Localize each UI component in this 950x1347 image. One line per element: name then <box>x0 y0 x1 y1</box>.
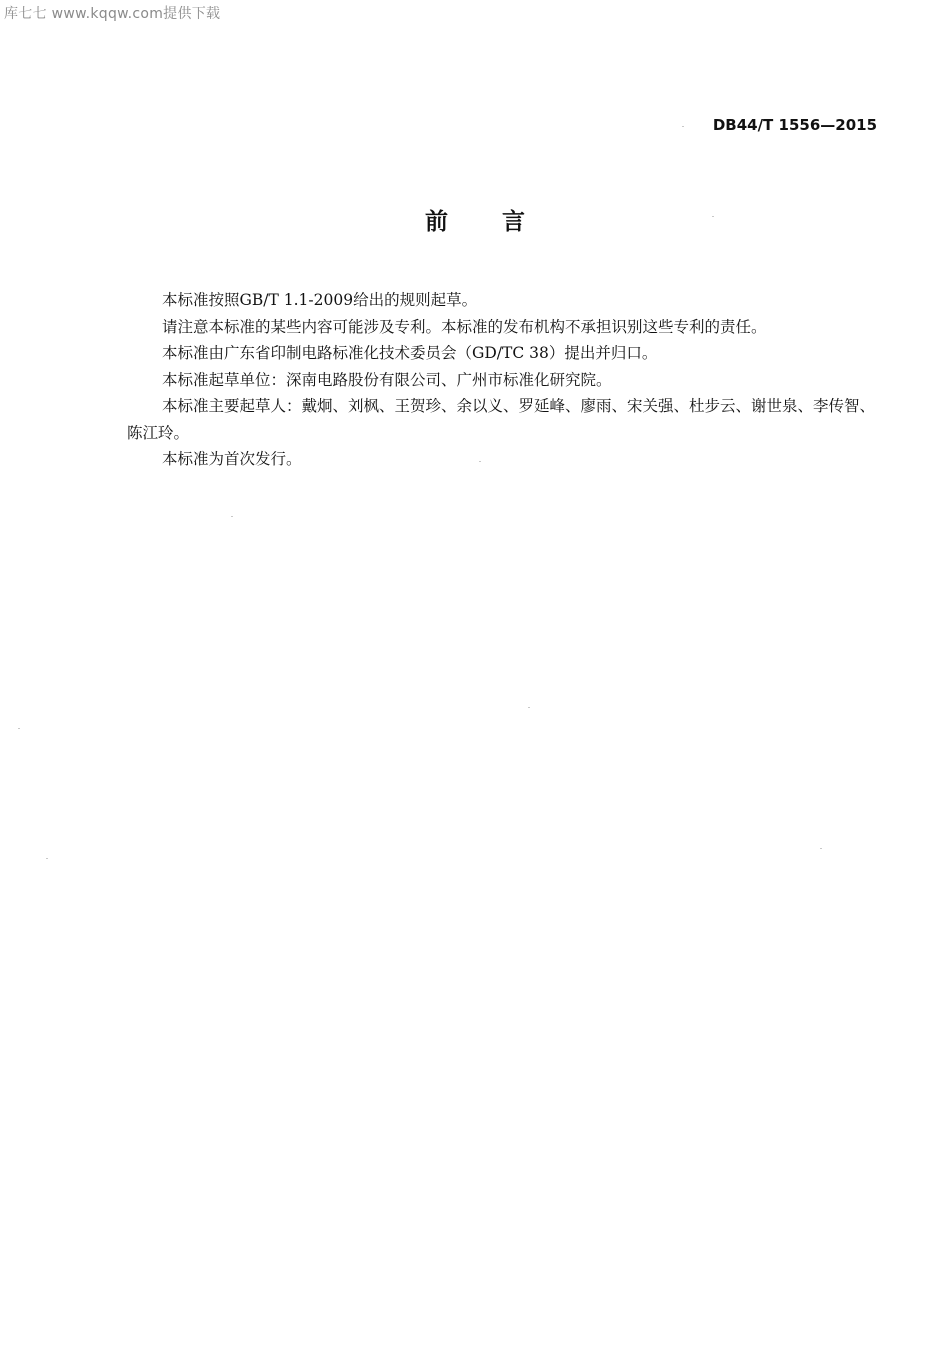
watermark-text: 库七七 www.kqqw.com提供下载 <box>4 6 221 22</box>
preface-paragraph: 本标准由广东省印制电路标准化技术委员会（GD/TC 38）提出并归口。 <box>162 344 658 362</box>
preface-paragraph: 本标准按照GB/T 1.1-2009给出的规则起草。 <box>162 291 478 309</box>
scan-speck <box>712 216 714 217</box>
scan-speck <box>479 461 481 462</box>
standard-code: DB44/T 1556—2015 <box>712 116 877 134</box>
preface-paragraph: 本标准起草单位：深南电路股份有限公司、广州市标准化研究院。 <box>162 370 612 389</box>
preface-body <box>127 287 877 473</box>
preface-paragraph: 本标准为首次发行。 <box>162 450 302 468</box>
page-title: 前言 <box>425 209 579 235</box>
scan-speck <box>231 516 233 517</box>
scan-speck <box>820 848 822 849</box>
preface-paragraph: 请注意本标准的某些内容可能涉及专利。本标准的发布机构不承担识别这些专利的责任。 <box>162 317 767 336</box>
preface-paragraph: 本标准主要起草人：戴炯、刘枫、王贺珍、余以义、罗延峰、廖雨、宋关强、杜步云、谢世泉、李传智、陈江玲。 <box>127 397 876 442</box>
scan-speck <box>682 126 684 127</box>
scan-speck <box>46 858 48 859</box>
scan-speck <box>528 707 530 708</box>
scan-speck <box>18 728 20 729</box>
